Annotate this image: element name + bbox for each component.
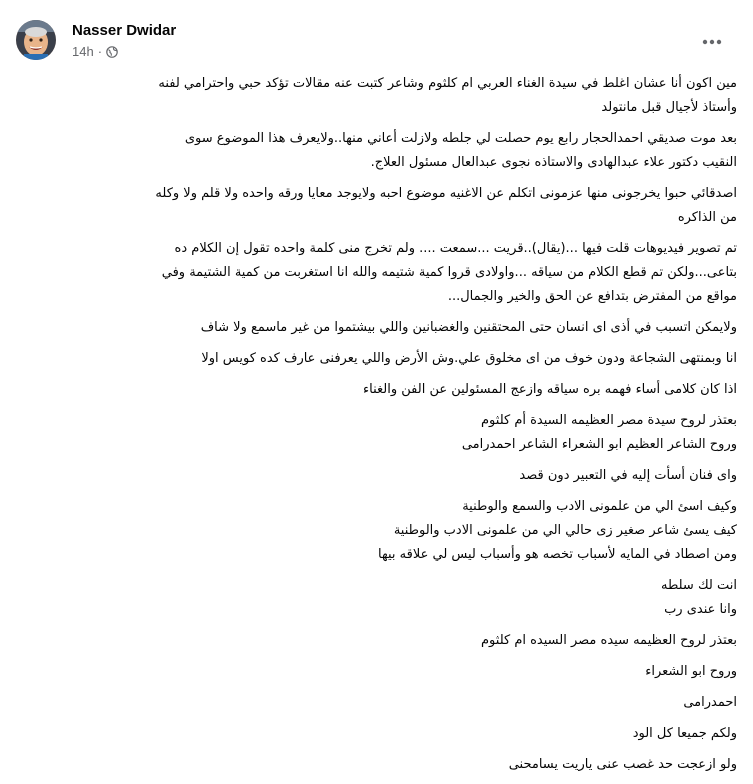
post-paragraph: بعد موت صديقي احمدالحجار رابع يوم حصلت لي جلطه ولازلت أعاني منها..ولايعرف هذا الموضوع سوى النقيب دكتور علاء عبدالهادى والاستاذه نجوى عبدالعال مسئول العلاج. (184, 131, 737, 170)
post-paragraph: واى فنان أسأت إليه في التعبير دون قصد (519, 468, 737, 483)
post-paragraph: انت لك سلطه وانا عندى رب (660, 578, 737, 617)
meta-separator: · (97, 44, 103, 59)
more-options-button[interactable] (698, 28, 726, 56)
post-paragraph: وروح ابو الشعراء (645, 664, 737, 679)
post-paragraph: بعتذر لروح العظيمه سيده مصر السيده ام كلثوم (481, 633, 737, 648)
post-paragraph: تم تصوير فيديوهات قلت فيها ...(يقال)..قريت ...سمعت .... ولم تخرج منى كلمة واحده تقول إن الكلام ده بتاعى...ولكن تم قطع الكلام من سياقه ...واولادى قروا كمية شتيمه والله انا استغربت من كمية الشتيمة وفي مواقع من المفترض بتدافع عن الحق والخير والجمال... (161, 241, 737, 304)
post-paragraph: انا وبمنتهى الشجاعة ودون خوف من اى مخلوق علي.وش الأرض واللي يعرفنى عارف كده كويس اولا (201, 351, 737, 366)
post-paragraph: اذا كان كلامى أساء فهمه بره سياقه وازعج المسئولين عن الفن والغناء (363, 382, 737, 397)
post-paragraph: بعتذر لروح سيدة مصر العظيمه السيدة أم كلثوم وروح الشاعر العظيم ابو الشعراء الشاعر احمدرامى (461, 413, 737, 452)
post-paragraph: احمدرامى (683, 695, 737, 710)
avatar-image (16, 20, 56, 60)
author-avatar[interactable] (16, 20, 56, 60)
post-paragraph: وكيف اسئ الي من علمونى الادب والسمع والوطنية كيف يسئ شاعر صغير زى حالي الي من علمونى الادب والوطنية ومن اصطاد في المايه لأسباب تخصه هو وأسباب ليس لي علاقه بيها (378, 499, 737, 562)
post-text (16, 72, 737, 784)
post-paragraph: ولو ازعجت حد غصب عنى ياريت يسامحنى (508, 757, 737, 772)
author-name[interactable]: Nasser Dwidar (72, 22, 177, 39)
more-options-icon (702, 39, 722, 45)
post-meta (72, 44, 118, 59)
post-timestamp[interactable]: 14h (72, 44, 94, 59)
post-paragraph: مين اكون أنا عشان اغلط في سيدة الغناء العربي ام كلثوم وشاعر كتبت عنه مقالات تؤكد حبي واحترامي لفنه وأستاذ لأجيال قبل مانتولد (158, 76, 737, 115)
post-paragraph: ولايمكن اتسبب في أذى اى انسان حتى المحتقنين والغضبانين واللي بيشتموا من غير ماسمع ولا شاف (200, 320, 737, 335)
post-paragraph: ولكم جميعا كل الود (632, 726, 737, 741)
globe-icon[interactable] (106, 46, 118, 58)
post-paragraph: اصدقائي حبوا يخرجونى منها عزمونى اتكلم عن الاغنيه موضوع احبه ولايوجد معايا ورقه واحده ولا قلم ولا وكله من الذاكره (155, 186, 737, 225)
post-header (0, 0, 753, 72)
